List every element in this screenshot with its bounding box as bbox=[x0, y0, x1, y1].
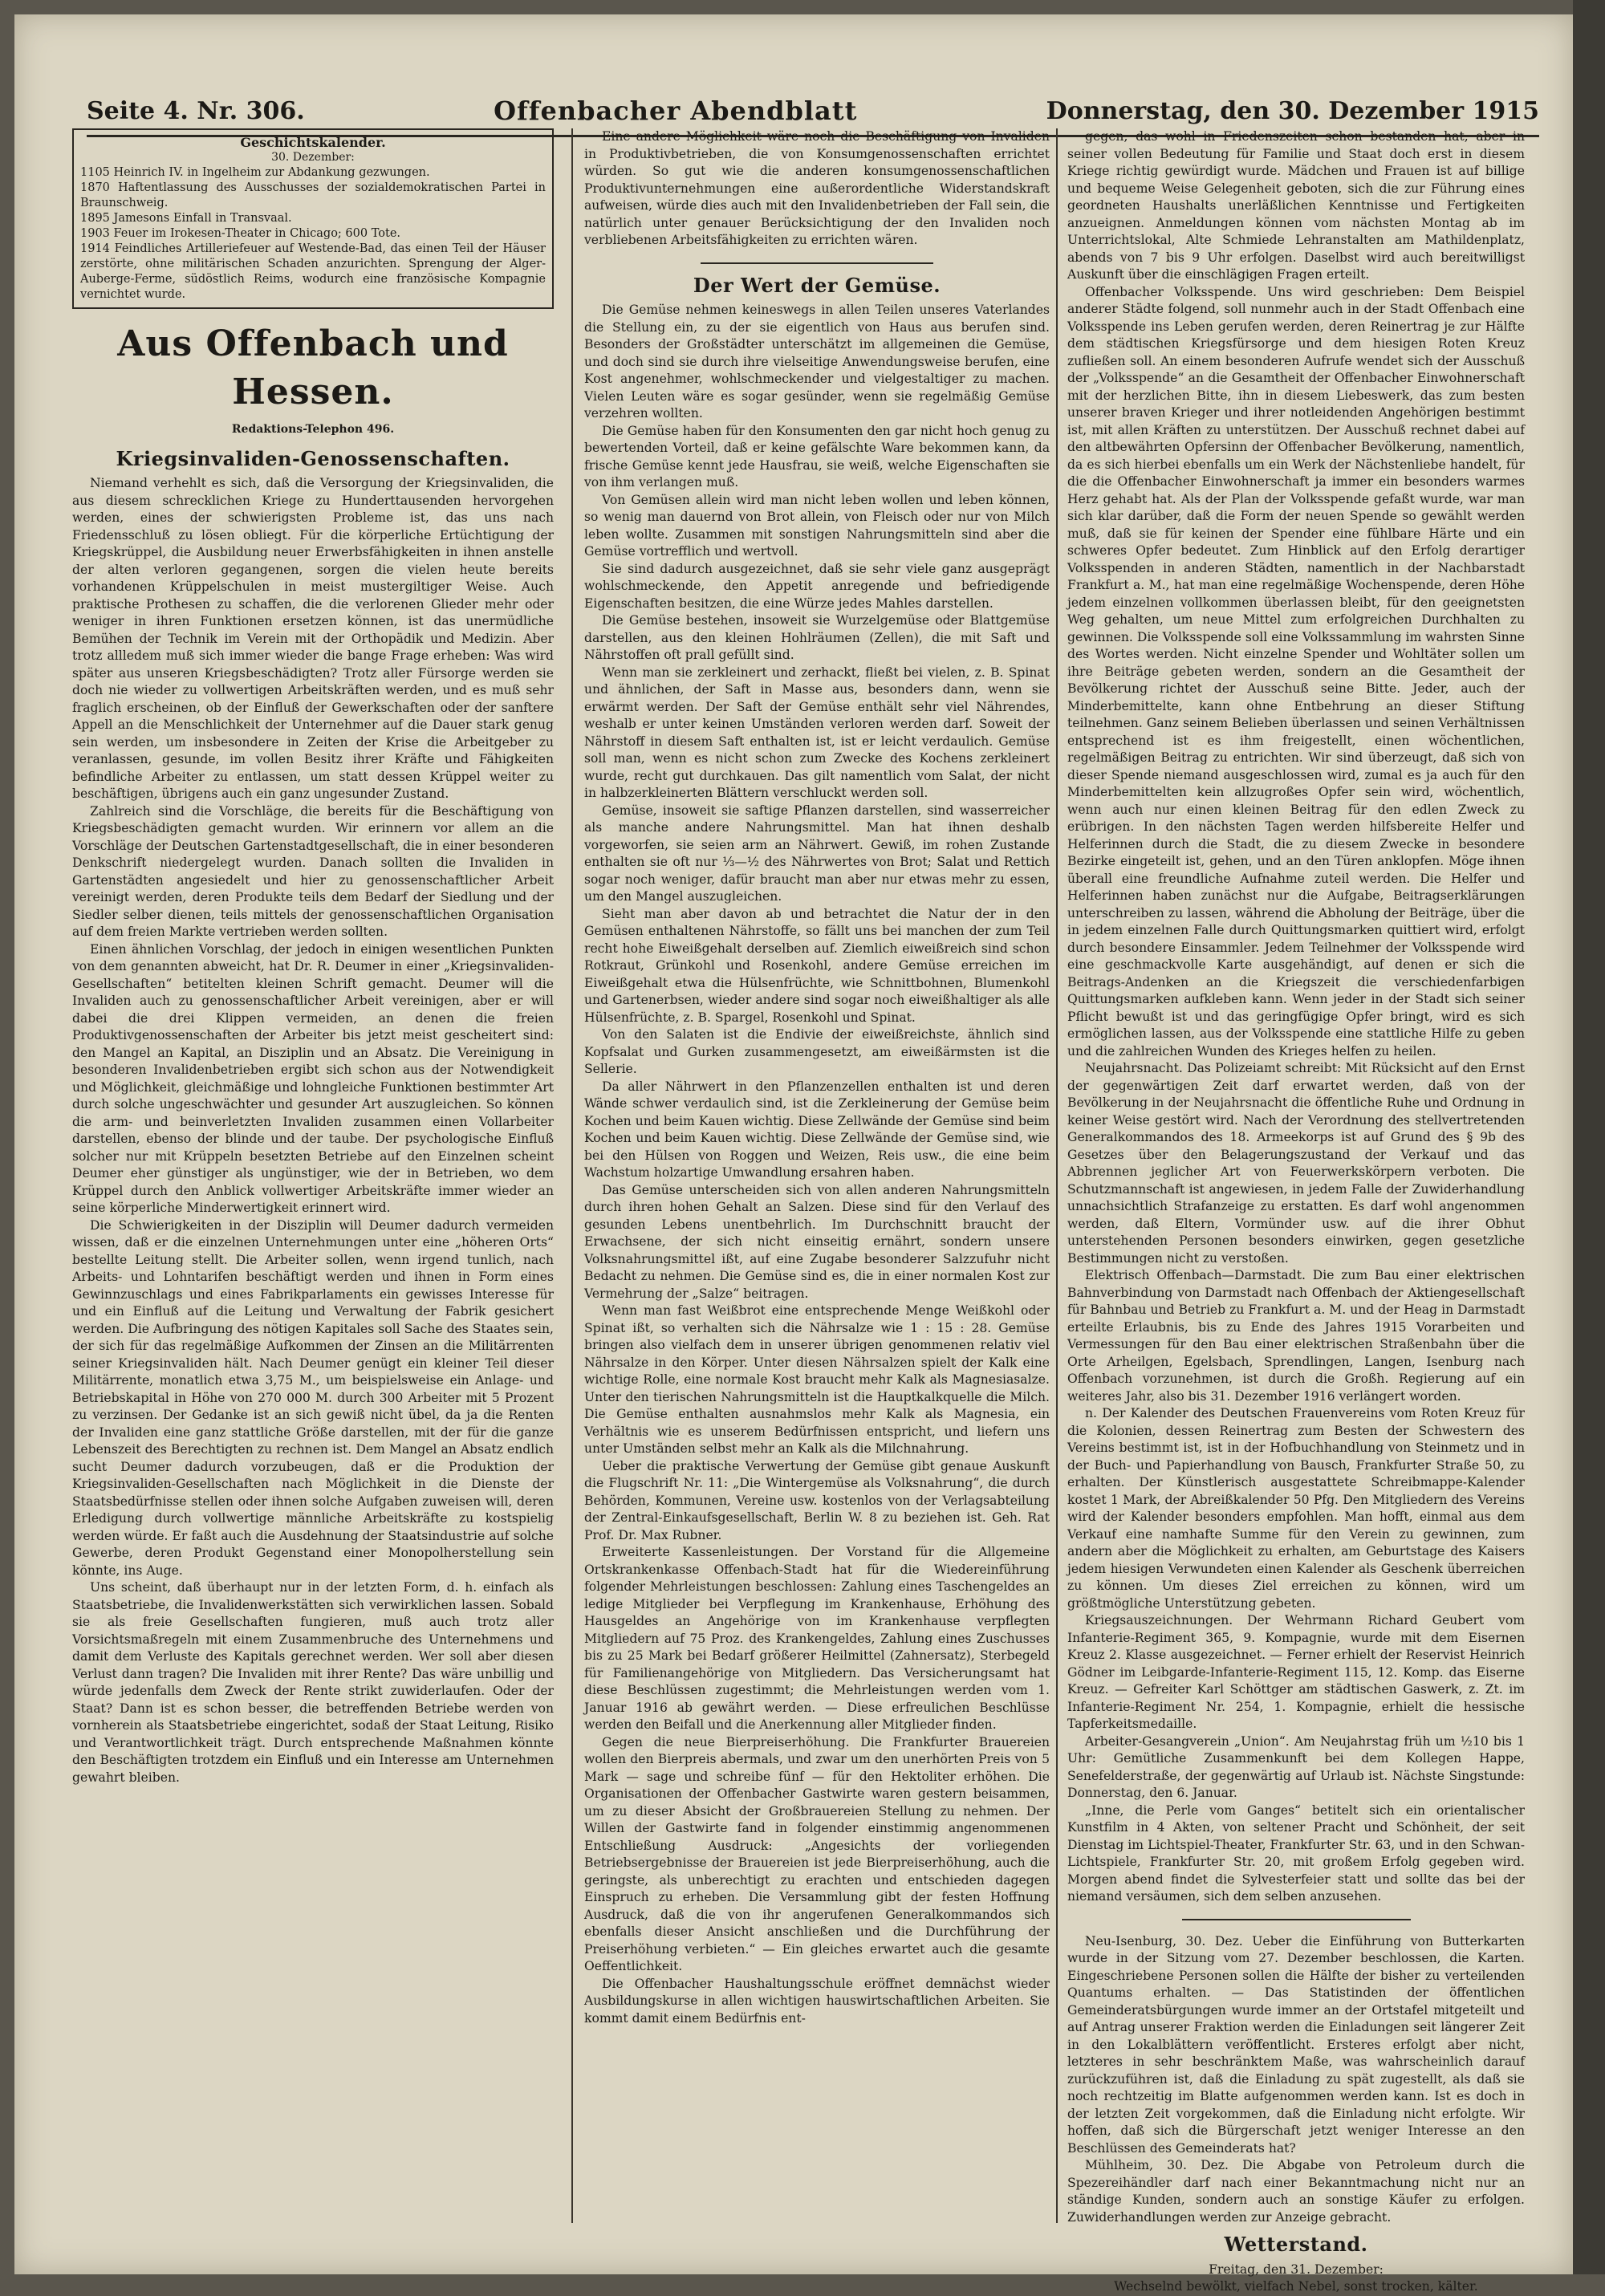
local-news-item: n. Der Kalender des Deutschen Frauenvereins vom Roten Kreuz für die Kolonien, dessen Reinertrag zum Besten der Schwestern des Vereins bestimmt ist, ist in der Hofbuchhandlung von Steinmetz und in der Buch- und Papierhandlung von Bausch, Frankfurter Straße 50, zu erhalten. Der Künstlerisch ausgestattete Schreibmappe-Kalender kostet 1 Mark, der Abreißkalender 50 Pfg. Den Mitgliedern des Vereins wird der Kalender besonders empfohlen. Man hofft, einmal aus dem Verkauf eine namhafte Summe für den Verein zu gewinnen, zum andern aber die Möglichkeit zu erhalten, am Geburtstage des Kaisers jedem hiesigen Verwundeten einen Kalender als Geschenk überreichen zu können. Um dieses Ziel erreichen zu können, wird um größtmögliche Unterstützung gebeten. bbox=[1067, 1406, 1525, 1611]
column-3 bbox=[1067, 128, 1525, 2294]
local-news-item: Elektrisch Offenbach—Darmstadt. Die zum Bau einer elektrischen Bahnverbindung von Darmstadt nach Offenbach der Aktiengesellschaft für Bahnbau und Betrieb zu Frankfurt a. M. und der Heag in Darmstadt erteilte Erlaubnis, bis zu Ende des Jahres 1915 Vorarbeiten und Vermessungen für den Bau einer elektrischen Straßenbahn über die Orte Arheilgen, Egelsbach, Sprendlingen, Langen, Isenburg nach Offenbach vorzunehmen, ist durch die Großh. Regierung auf ein weiteres Jahr, also bis 31. Dezember 1916 verlängert worden. bbox=[1067, 1268, 1525, 1404]
weather-date: Freitag, den 31. Dezember: bbox=[1209, 2261, 1384, 2277]
local-news-item: Offenbacher Volksspende. Uns wird geschrieben: Dem Beispiel anderer Städte folgend, soll nunmehr auch in der Stadt Offenbach eine Volksspende ins Leben gerufen werden, deren Reinertrag je zur Hälfte dem städtischen Kriegsfürsorge und dem hiesigen Roten Kreuz zufließen soll. An einem besonderen Aufrufe wendet sich der Ausschuß der „Volksspende“ an die Gesamtheit der Offenbacher Einwohnerschaft mit der herzlichen Bitte, ihn in diesem Liebeswerk, das zum besten unserer braven Krieger und ihrer notleidenden Angehörigen bestimmt ist, mit allen Kräften zu unterstützen. Der Ausschuß rechnet dabei auf den altbewährten Opfersinn der Offenbacher Bevölkerung, namentlich, da es sich hierbei ebenfalls um ein Werk der Nächstenliebe handelt, für die die Offenbacher Einwohnerschaft ja immer ein besonders warmes Herz gehabt hat. Als der Plan der Volksspende gefaßt wurde, war man sich klar darüber, daß die Form der neuen Spende so gewählt werden muß, daß sie für keinen der Spender eine fühlbare Härte und ein schweres Opfer bedeutet. Zum Hinblick auf den Erfolg derartiger Volksspenden in anderen Städten, namentlich in der Nachbarstadt Frankfurt a. M., hat man eine regelmäßige Wochenspende, deren Höhe jedem einzelnen vollkommen überlassen bleibt, für den geeignetsten Weg gehalten, um neue Mittel zum erfolgreichen Durchhalten zu gewinnen. Die Volksspende soll eine Volkssammlung im wahrsten Sinne des Wortes werden. Nicht einzelne Spender und Wohltäter sollen um ihre Beiträge gebeten werden, sondern an die Gesamtheit der Bevölkerung richtet der Ausschuß seine Bitte. Jeder, auch der Minderbemittelte, kann ohne Entbehrung an dieser Stiftung teilnehmen. Ganz seinem Belieben überlassen und seinen Verhältnissen entsprechend ist es ihm freigestellt, einen wöchentlichen, regelmäßigen Beitrag zu entrichten. Wir sind überzeugt, daß sich von dieser Spende niemand ausgeschlossen wird, zumal es ja auch für den Minderbemittelten kein allzugroßes Opfer sein wird, wöchentlich, wenn auch nur einen kleinen Beitrag für den edlen Zweck zu erübrigen. In den nächsten Tagen werden hilfsbereite Helfer und Helferinnen durch die Stadt, die zu diesem Zwecke in besondere Bezirke eingeteilt ist, gehen, und an den Türen anklopfen. Möge ihnen überall eine freundliche Aufnahme zuteil werden. Die Helfer und Helferinnen haben zunächst nur die Aufgabe, Beitragserklärungen unterschreiben zu lassen, während die Abholung der Beiträge, über die in jedem einzelnen Falle durch Quittungsmarken quittiert wird, erfolgt durch besondere Einsammler. Jedem Teilnehmer der Volksspende wird eine geschmackvolle Karte ausgehändigt, auf denen er sich die Beitrags-Andenken an die Kriegszeit die verschiedenfarbigen Quittungsmarken aufkleben kann. Wenn jeder in der Stadt sich seiner Pflicht bewußt ist und das geringfügige Opfer bringt, wird es sich ermöglichen lassen, aus der Volksspende eine stattliche Hilfe zu geben und die zahlreichen Wunden des Krieges helfen zu heilen. bbox=[1067, 284, 1525, 1059]
editorial-telephone: Redaktions-Telephon 496. bbox=[231, 423, 395, 436]
section-rubric: Aus Offenbach und Hessen. bbox=[117, 323, 509, 412]
regional-news-item: Neu-Isenburg, 30. Dez. Ueber die Einführung von Butterkarten wurde in der Sitzung vom 27. Dezember beschlossen, die Karten. Eingeschriebene Personen sollen die Hälfte der bisher zu verteilenden Quantums erhalten. — Das Statistinden der öffentlichen Gemeinderatsbürgungen wurde immer an der Ortstafel mitgeteilt und auf Antrag unserer Fraktion werden die Einladungen seit längerer Zeit in den Lokalblättern veröffentlicht. Ersteres erfolgt aber nicht, letzteres in sehr beschränktem Maße, was wahrscheinlich darauf zurückzuführen ist, daß die Einladung zu spät zugestellt, als daß sie noch rechtzeitig im Blatte aufgenommen werden kann. Ist es doch in der letzten Zeit vorgekommen, daß die Einladung nicht erfolgte. Wir hoffen, daß sich die Bürgerschaft jetzt weniger Interesse an den Beschlüssen des Gemeinderats hat? bbox=[1067, 1933, 1525, 2156]
weather-title: Wetterstand. bbox=[1224, 2233, 1368, 2256]
article-paragraph: Das Gemüse unterscheiden sich von allen anderen Nahrungsmitteln durch ihren hohen Gehalt an Salzen. Diese sind für den Verlauf des gesunden Lebens unentbehrlich. Im Durchschnitt braucht der Erwachsene, der sich nicht einseitig ernährt, sondern unsere Volksnahrungsmittel ißt, auf eine Zugabe besonderer Salzzufuhr nicht Bedacht zu nehmen. Die Gemüse sind es, die in einer normalen Kost zur Vermehrung der „Salze“ beitragen. bbox=[584, 1182, 1050, 1301]
article-paragraph: Wenn man fast Weißbrot eine entsprechende Menge Weißkohl oder Spinat ißt, so verhalten sich die Nährsalze wie 1 : 15 : 28. Gemüse bringen also vielfach dem in unserer übrigen genommenen relativ viel Nährsalze in den Körper. Unter diesen Nährsalzen spielt der Kalk eine wichtige Rolle, eine normale Kost braucht mehr Kalk als Magnesiasalze. Unter den tierischen Nahrungsmitteln ist die Hauptkalkquelle die Milch. Die Gemüse enthalten ausnahmslos mehr Kalk als Magnesia, ein Verhältnis wie es unserem Bedürfnissen entspricht, und liefern uns unter Umständen selbst mehr an Kalk als die Milchnahrung. bbox=[584, 1303, 1050, 1456]
article-title: Der Wert der Gemüse. bbox=[693, 273, 941, 297]
calendar-entry: 1914 Feindliches Artilleriefeuer auf Westende-Bad, das einen Teil der Häuser zerstörte, ohne militärischen Schaden anzurichten. Sprengung der Alger-Auberge-Ferme, südöstlich Reims, wodurch eine französische Kompagnie vernichtet wurde. bbox=[80, 242, 546, 301]
weather-forecast: Wechselnd bewölkt, vielfach Nebel, sonst trocken, kälter. bbox=[1114, 2279, 1478, 2294]
local-news-item: „Inne, die Perle vom Ganges“ betitelt sich ein orientalischer Kunstfilm in 4 Akten, von seltener Pracht und Schönheit, der seit Dienstag im Lichtspiel-Theater, Frankfurter Str. 63, und in den Schwan-Lichtspiele, Frankfurter Str. 20, mit großem Erfolg gegeben wird. Morgen abend findet die Sylvesterfeier statt und sollte das bei der niemand versäumen, sich dem selben anzusehen. bbox=[1067, 1802, 1525, 1904]
article-paragraph: Von Gemüsen allein wird man nicht leben wollen und leben können, so wenig man dauernd von Brot allein, von Fleisch oder nur von Milch leben wollte. Zusammen mit sonstigen Nahrungsmitteln sind aber die Gemüse vortrefflich und wertvoll. bbox=[584, 492, 1050, 559]
book-spine bbox=[1573, 0, 1605, 2274]
article-paragraph: Ueber die praktische Verwertung der Gemüse gibt genaue Auskunft die Flugschrift Nr. 11: „Die Wintergemüse als Volksnahrung“, die durch Behörden, Kommunen, Vereine usw. kostenlos von der Verlagsabteilung der Zentral-Einkaufsgesellschaft, Berlin W. 8 zu beziehen ist. Geh. Rat Prof. Dr. Max Rubner. bbox=[584, 1458, 1050, 1542]
calendar-date: 30. Dezember: bbox=[271, 151, 355, 164]
article-paragraph: Niemand verhehlt es sich, daß die Versorgung der Kriegsinvaliden, die aus diesem schrecklichen Kriege zu Hunderttausenden hervorgehen werden, eines der schwierigsten Probleme ist, das uns nach Friedensschluß zu lösen obliegt. Für die körperliche Ertüchtigung der Kriegskrüppel, die Ausbildung neuer Erwerbsfähigkeiten in ihnen anstelle der alten verloren gegangenen, sorgen die vielen heute bereits vorhandenen Krüppelschulen in meist mustergiltiger Weise. Auch praktische Prothesen zu schaffen, die die verlorenen Glieder mehr oder weniger in ihren Funktionen ersetzen können, ist das unermüdliche Bemühen der Technik im Verein mit der Orthopädik und Medizin. Aber trotz allledem muß sich immer wieder die bange Frage erheben: Was wird später aus unseren Kriegsbeschädigten? Trotz aller Fürsorge werden sie doch nie wieder zu vollwertigen Arbeitskräften werden, und es muß sehr fraglich erscheinen, ob der Einfluß der Gewerkschaften oder der sanftere Appell an die Menschlichkeit der Unternehmer auf die Dauer stark genug sein werden, um insbesondere in Zeiten der Krise die Arbeitgeber zu veranlassen, gesunde, im vollen Besitz ihrer Kräfte und Fähigkeiten befindliche Arbeiter zu entlassen, um statt dessen Krüppel weiter zu beschäftigen, übrigens auch ein ganz ungesunder Zustand. bbox=[72, 476, 554, 801]
header-masthead: Offenbacher Abendblatt bbox=[494, 95, 858, 126]
local-news-item: Kriegsauszeichnungen. Der Wehrmann Richard Geubert vom Infanterie-Regiment 365, 9. Kompagnie, wurde mit dem Eisernen Kreuz 2. Klasse ausgezeichnet. — Ferner erhielt der Reservist Heinrich Gödner im Leibgarde-Infanterie-Regiment 115, 12. Komp. das Eiserne Kreuz. — Gefreiter Karl Schöttger am städtischen Gaswerk, z. Zt. im Infanterie-Regiment Nr. 254, 1. Kompagnie, erhielt die hessische Tapferkeitsmedaille. bbox=[1067, 1613, 1525, 1731]
article-paragraph: Sieht man aber davon ab und betrachtet die Natur der in den Gemüsen enthaltenen Nährstoffe, so fällt uns bei manchen der zum Teil recht hohe Eiweißgehalt derselben auf. Ziemlich eiweißreich sind schon Rotkraut, Grünkohl und Rosenkohl, andere Gemüse erreichen im Eiweißgehalt etwa die Hülsenfrüchte, wie Schnittbohnen, Blumenkohl und Gartenerbsen, wieder andere sind sogar noch eiweißhaltiger als alle Hülsenfrüchte, z. B. Spargel, Rosenkohl und Spinat. bbox=[584, 906, 1050, 1025]
article-paragraph: Die Schwierigkeiten in der Disziplin will Deumer dadurch vermeiden wissen, daß er die einzelnen Unternehmungen unter eine „höheren Orts“ bestellte Leitung stellt. Die Arbeiter sollen, wenn irgend tunlich, nach Arbeits- und Lohntarifen beschäftigt werden und ihnen in Form eines Gewinnzuschlags und eines Fabrikparlaments ein gewisses Interesse für und ein Einfluß auf die Leitung und Verwaltung der Fabrik gesichert werden. Die Aufbringung des nötigen Kapitales soll Sache des Staates sein, der sich für das regelmäßige Aufkommen der Zinsen an die Militärrenten seiner Kriegsinvaliden hält. Nach Deumer genügt ein kleiner Teil dieser Militärrente, monatlich etwa 3,75 M., um beispielsweise ein Anlage- und Betriebskapital in Höhe von 270 000 M. durch 300 Arbeiter mit 5 Prozent zu verzinsen. Der Gedanke ist an sich gewiß nicht übel, da ja die Renten der Invaliden eine ganz stattliche Größe darstellen, mit der für die ganze Lebenszeit des Berechtigten zu rechnen ist. Dem Mangel an Absatz endlich sucht Deumer dadurch vorzubeugen, daß er die Produktion der Kriegsinvaliden-Gesellschaften nach Möglichkeit in die Dienste der Staatsbedürfnisse stellen oder ihnen solche Aufgaben zuweisen will, deren Erledigung durch vollwertige männliche Arbeitskräfte zu kostspielig werden würde. Er faßt auch die Ausdehnung der Staatsindustrie auf solche Gewerbe, deren Produkt Gegenstand einer Monopolherstellung sein könnte, ins Auge. bbox=[72, 1217, 554, 1578]
column-rule bbox=[571, 128, 573, 2223]
local-news-item: Erweiterte Kassenleistungen. Der Vorstand für die Allgemeine Ortskrankenkasse Offenbach-Stadt hat für die Wiedereinführung folgender Mehrleistungen beschlossen: Zahlung eines Taschengeldes an ledige Mitglieder bei Verpflegung im Krankenhause, Erhöhung des Hausgeldes an Angehörige von im Krankenhause verpflegten Mitgliedern auf 75 Proz. des Krankengeldes, Zahlung eines Zuschusses bis zu 25 Mark bei Bedarf größerer Heilmittel (Zahnersatz), Sterbegeld für Familienangehörige von Mitgliedern. Das Versicherungsamt hat diese Beschlüssen zugestimmt; die Mehrleistungen werden vom 1. Januar 1916 ab gewährt werden. — Diese erfreulichen Beschlüsse werden den Beifall und die Anerkennung aller Mitglieder finden. bbox=[584, 1545, 1050, 1732]
local-news-item: Arbeiter-Gesangverein „Union“. Am Neujahrstag früh um ½10 bis 1 Uhr: Gemütliche Zusammenkunft bei dem Kollegen Happe, Senefelderstraße, der gegenwärtig auf Urlaub ist. Nächste Singstunde: Donnerstag, den 6. Januar. bbox=[1067, 1733, 1525, 1800]
article-paragraph: Die Gemüse haben für den Konsumenten den gar nicht hoch genug zu bewertenden Vorteil, daß er keine gefälschte Ware bekommen kann, da frische Gemüse kennt jede Hausfrau, sie weiß, welche Eigenschaften sie von ihm verlangen muß. bbox=[584, 423, 1050, 490]
article-paragraph: Eine andere Möglichkeit wäre noch die Beschäftigung von Invaliden in Produktivbetrieben, die von Konsumgenossenschaften errichtet würden. So gut wie die anderen konsumgenossenschaftlichen Produktivunternehmungen eine außerordentliche Widerstandskraft aufweisen, würde dies auch mit den Invalidenbetrieben der Fall sein, die natürlich unter genauer Berücksichtigung der den Invaliden noch verbliebenen Arbeitsfähigkeiten zu errichten wären. bbox=[584, 129, 1050, 247]
local-news-item: Gegen die neue Bierpreiserhöhung. Die Frankfurter Brauereien wollen den Bierpreis abermals, und zwar um den unerhörten Preis von 5 Mark — sage und schreibe fünf — für den Hektoliter erhöhen. Die Organisationen der Offenbacher Gastwirte waren gestern beisammen, um zu dieser Absicht der Großbrauereien Stellung zu nehmen. Der Willen der Gastwirte fand in folgender einstimmig angenommenen Entschließung Ausdruck: „Angesichts der vorliegenden Betriebsergebnisse der Brauereien ist jede Bierpreiserhöhung, auch die geringste, als unberechtigt zu erachten und entschieden dagegen Einspruch zu erheben. Die Versammlung gibt der festen Hoffnung Ausdruck, daß die von ihr angerufenen Generalkommandos sich ebenfalls dieser Ansicht anschließen und die Durchführung der Preiserhöhung verbieten.“ — Ein gleiches erwartet auch die gesamte Oeffentlichkeit. bbox=[584, 1734, 1050, 1973]
header-date: Donnerstag, den 30. Dezember 1915 bbox=[1046, 96, 1539, 125]
article-paragraph: Die Gemüse bestehen, insoweit sie Wurzelgemüse oder Blattgemüse darstellen, aus den kleinen Hohlräumen (Zellen), die mit Saft und Nährstoffen oft prall gefüllt sind. bbox=[584, 613, 1050, 662]
local-news-item: Die Offenbacher Haushaltungsschule eröffnet demnächst wieder Ausbildungskurse in allen wichtigen hauswirtschaftlichen Arbeiten. Sie kommt damit einem Bedürfnis ent- bbox=[584, 1976, 1050, 2026]
article-paragraph: Gemüse, insoweit sie saftige Pflanzen darstellen, sind wasserreicher als manche andere Nahrungsmittel. Man hat ihnen deshalb vorgeworfen, sie seien arm an Nährwert. Gewiß, im rohen Zustande enthalten sie oft nur ⅓—½ des Nährwertes von Brot; Salat und Rettich sogar noch weniger, dafür braucht man aber nur etwas mehr zu essen, um den Mangel auszugleichen. bbox=[584, 803, 1050, 904]
header-page-number: Seite 4. Nr. 306. bbox=[87, 96, 305, 125]
divider bbox=[1182, 1919, 1411, 1920]
column-rule bbox=[1056, 128, 1058, 2223]
history-calendar bbox=[72, 128, 554, 309]
calendar-entry: 1105 Heinrich IV. in Ingelheim zur Abdankung gezwungen. bbox=[80, 166, 430, 179]
article-paragraph: Einen ähnlichen Vorschlag, der jedoch in einigen wesentlichen Punkten von dem genannten abweicht, hat Dr. R. Deumer in einer „Kriegsinvaliden-Gesellschaften“ betitelten kleinen Schrift gemacht. Deumer will die Invaliden auch zu genossenschaftlicher Arbeit vereinigen, aber er will dabei die drei Klippen vermeiden, an denen die freien Produktivgenossenschaften der Arbeiter bis jetzt meist gescheitert sind: den Mangel an Kapital, an Disziplin und an Absatz. Die Vereinigung in besonderen Invalidenbetrieben ergibt sich schon aus der Notwendigkeit und Möglichkeit, gleichmäßige und lohngleiche Funktionen bestimmter Art durch solche ungeschwächter und gesunder Art auszugleichen. So können die arm- und beinverletzten Invaliden zusammen einen Vollarbeiter darstellen, ebenso der blinde und der taube. Der psychologische Einfluß solcher nur mit Krüppeln besetzten Betriebe auf den Einzelnen scheint Deumer eher günstiger als ungünstiger, wie der in Betrieben, wo dem Krüppel durch den Anblick vollwertiger Arbeitskräfte immer wieder an seine körperliche Minderwertigkeit erinnert wird. bbox=[72, 941, 554, 1215]
article-paragraph: Uns scheint, daß überhaupt nur in der letzten Form, d. h. einfach als Staatsbetriebe, die Invalidenwerkstätten sich verwirklichen lassen. Sobald sie als freie Gesellschaften fungieren, muß auch trotz aller Vorsichtsmaßregeln mit einem Zusammenbruche des Unternehmens und damit dem Verluste des Kapitals gerechnet werden. Wer soll aber diesen Verlust dann tragen? Die Invaliden mit ihrer Rente? Das wäre unbillig und würde jedenfalls dem Zweck der Rente strikt zuwiderlaufen. Oder der Staat? Dann ist es schon besser, die betreffenden Betriebe werden von vornherein als Staatsbetriebe eingerichtet, sodaß der Staat Leitung, Risiko und Verantwortlichkeit trägt. Durch entsprechende Maßnahmen könnte den Beschäftigten trotzdem ein Einfluß und ein Interesse am Unternehmen gewahrt bleiben. bbox=[72, 1580, 554, 1785]
calendar-entry: 1895 Jamesons Einfall in Transvaal. bbox=[80, 212, 292, 225]
calendar-title: Geschichtskalender. bbox=[240, 135, 386, 150]
calendar-entry: 1903 Feuer im Irokesen-Theater in Chicago; 600 Tote. bbox=[80, 227, 401, 240]
column-2 bbox=[584, 128, 1050, 2223]
article-paragraph: Die Gemüse nehmen keineswegs in allen Teilen unseres Vaterlandes die Stellung ein, zu der sie eigentlich von Haus aus berufen sind. Besonders der Großstädter unterschätzt im allgemeinen die Gemüse, und doch sind sie durch ihre vielseitige Anwendungsweise berufen, eine Kost angenehmer, wohlschmeckender und vielgestaltiger zu machen. Vielen Leuten wäre es sogar gesünder, wenn sie regelmäßig Gemüse verzehren wollten. bbox=[584, 303, 1050, 421]
article-paragraph: Wenn man sie zerkleinert und zerhackt, fließt bei vielen, z. B. Spinat und ähnlichen, der Saft in Masse aus, besonders dann, wenn sie erwärmt werden. Der Saft der Gemüse enthält sehr viel Nährendes, weshalb er unter keinen Umständen verloren werden darf. Soweit der Nährstoff in diesem Saft enthalten ist, ist er leicht verdaulich. Gemüse soll man, wenn es nicht schon zum Zwecke des Kochens zerkleinert wurde, recht gut durchkauen. Das gilt namentlich vom Salat, der nicht in halbzerkleinerten Blättern verschluckt werden soll. bbox=[584, 664, 1050, 800]
local-news-item: gegen, das wohl in Friedenszeiten schon bestanden hat, aber in seiner vollen Bedeutung für Familie und Staat doch erst in diesem Kriege richtig gewürdigt wurde. Mädchen und Frauen ist auf billige und bequeme Weise Gelegenheit geboten, sich die zur Führung eines geordneten Haushalts unerläßlichen Kenntnisse und Fertigkeiten anzueignen. Anmeldungen können vom nächsten Montag ab im Unterrichtslokal, Alte Schmiede Lehranstalten am Mathildenplatz, abends von 7 bis 9 Uhr erfolgen. Daselbst wird auch bereitwilligst Auskunft über die einschlägigen Fragen erteilt. bbox=[1067, 129, 1525, 282]
divider bbox=[701, 262, 933, 264]
regional-news-item: Mühlheim, 30. Dez. Die Abgabe von Petroleum durch die Spezereihändler darf nach einer Bekanntmachung nicht nur an ständige Kunden, sondern auch an sonstige Käufer zu erfolgen. Zuwiderhandlungen werden zur Anzeige gebracht. bbox=[1067, 2158, 1525, 2225]
article-paragraph: Da aller Nährwert in den Pflanzenzellen enthalten ist und deren Wände schwer verdaulich sind, ist die Zerkleinerung der Gemüse beim Kochen und beim Kauen wichtig. Diese Zellwände der Gemüse sind beim Kochen und beim Kauen wichtig. Diese Zellwände der Gemüse sind, wie bei den Hülsen von Roggen und Weizen, Reis usw., die eine beim Wachstum holzartige Umwandlung ersahren haben. bbox=[584, 1079, 1050, 1180]
article-title: Kriegsinvaliden-Genossenschaften. bbox=[116, 446, 510, 470]
article-paragraph: Sie sind dadurch ausgezeichnet, daß sie sehr viele ganz ausgeprägt wohlschmeckende, den Appetit anregende und befriedigende Eigenschaften besitzen, die eine Würze jedes Mahles darstellen. bbox=[584, 561, 1050, 611]
column-1 bbox=[72, 128, 554, 2223]
calendar-entry: 1870 Haftentlassung des Ausschusses der sozialdemokratischen Partei in Braunschweig. bbox=[80, 181, 546, 209]
article-paragraph: Von den Salaten ist die Endivie der eiweißreichste, ähnlich sind Kopfsalat und Gurken zusammengesetzt, am eiweißärmsten ist die Sellerie. bbox=[584, 1027, 1050, 1076]
article-paragraph: Zahlreich sind die Vorschläge, die bereits für die Beschäftigung von Kriegsbeschädigten gemacht wurden. Wir erinnern vor allem an die Vorschläge der Deutschen Gartenstadtgesellschaft, die in einer besonderen Denkschrift niedergelegt wurden. Danach sollten die Invaliden in Gartenstädten angesiedelt und hier zu genossenschaftlicher Arbeit vereinigt werden, deren Produkte teils dem Bedarf der Siedlung und der Siedler selber dienen, teils mittels der genossenschaftlichen Organisation auf dem freien Markte vertrieben werden sollten. bbox=[72, 803, 554, 939]
local-news-item: Neujahrsnacht. Das Polizeiamt schreibt: Mit Rücksicht auf den Ernst der gegenwärtigen Zeit darf erwartet werden, daß von der Bevölkerung in der Neujahrsnacht die öffentliche Ruhe und Ordnung in keiner Weise gestört wird. Nach der Verordnung des stellvertretenden Generalkommandos des 18. Armeekorps ist auf Grund des § 9b des Gesetzes über den Belagerungszustand der Verkauf und das Abbrennen jeglicher Art von Feuerwerkskörpern verboten. Die Schutzmannschaft ist angewiesen, in jedem Falle der Zuwiderhandlung unnachsichtlich Strafanzeige zu erstatten. Es darf wohl angenommen werden, daß Eltern, Vormünder usw. auf die ihrer Obhut unterstehenden Personen besonders einwirken, gegen gesetzliche Bestimmungen nicht zu verstoßen. bbox=[1067, 1061, 1525, 1266]
